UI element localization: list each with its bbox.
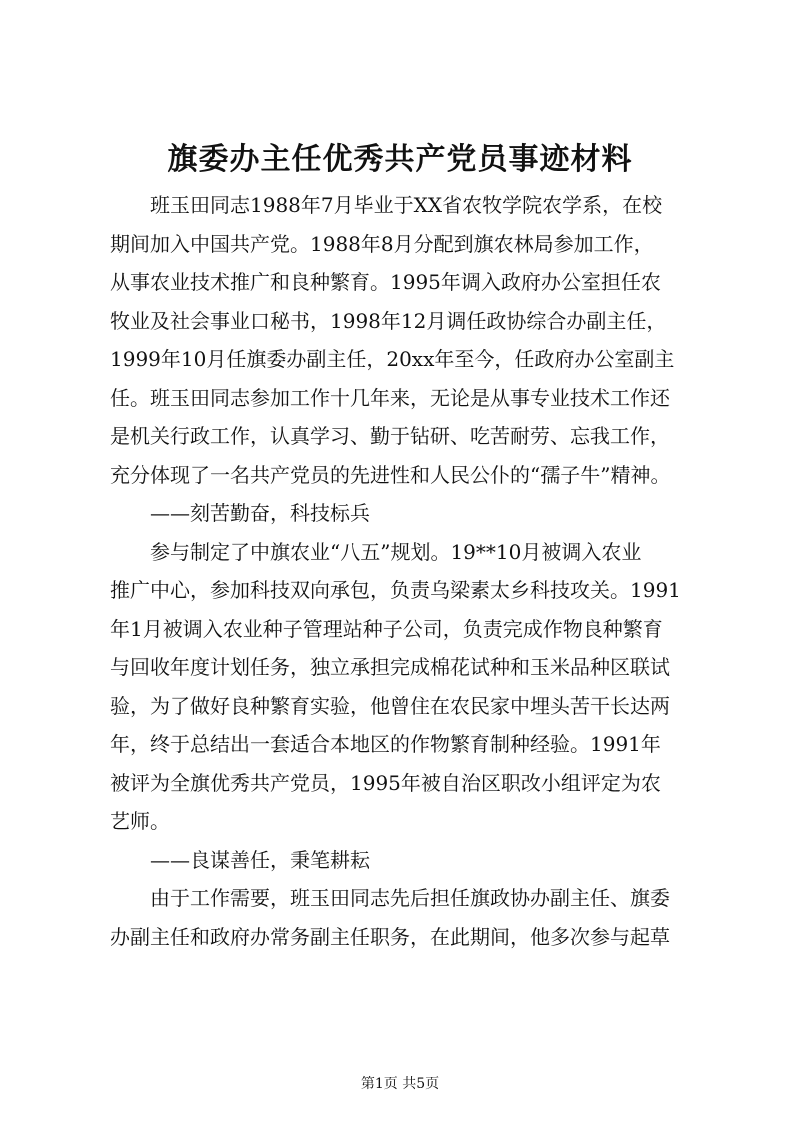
text-line: 与回收年度计划任务，独立承担完成棉花试种和玉米品种区联试 bbox=[110, 655, 670, 679]
text-line: 艺师。 bbox=[110, 809, 170, 833]
text-line: 从事农业技术推广和良种繁育。1995年调入政府办公室担任农 bbox=[110, 270, 661, 294]
text-line: 办副主任和政府办常务副主任职务，在此期间，他多次参与起草 bbox=[110, 924, 670, 949]
text-line: 被评为全旗优秀共产党员，1995年被自治区职改小组评定为农 bbox=[110, 770, 661, 795]
text-line: 验，为了做好良种繁育实验，他曾住在农民家中埋头苦干长达两 bbox=[110, 693, 670, 718]
text-line: 充分体现了一名共产党员的先进性和人民公仆的“孺子牛”精神。 bbox=[110, 462, 671, 487]
document-body bbox=[110, 186, 700, 956]
text-line: 参与制定了中旗农业“八五”规划。19**10月被调入农业 bbox=[150, 539, 642, 564]
page-footer: 第1页 共5页 bbox=[360, 1076, 440, 1092]
text-line: 年，终于总结出一套适合本地区的作物繁育制种经验。1991年 bbox=[110, 732, 661, 756]
text-line: 年1月被调入农业种子管理站种子公司，负责完成作物良种繁育 bbox=[110, 616, 663, 641]
text-line: 期间加入中国共产党。1988年8月分配到旗农林局参加工作， bbox=[110, 231, 654, 256]
text-line: 1999年10月任旗委办副主任，20xx年至今，任政府办公室副主 bbox=[110, 347, 675, 371]
section-heading: ——良谋善任，秉笔耕耘 bbox=[150, 847, 370, 872]
document-title: 旗委办主任优秀共产党员事迹材料 bbox=[167, 142, 633, 177]
text-line: 任。班玉田同志参加工作十几年来，无论是从事专业技术工作还 bbox=[110, 385, 670, 410]
section-heading: ——刻苦勤奋，科技标兵 bbox=[150, 501, 370, 525]
text-line: 班玉田同志1988年7月毕业于XX省农牧学院农学系，在校 bbox=[150, 193, 663, 217]
text-line: 牧业及社会事业口秘书，1998年12月调任政协综合办副主任， bbox=[110, 308, 667, 333]
text-line: 是机关行政工作，认真学习、勤于钻研、吃苦耐劳、忘我工作， bbox=[110, 424, 670, 448]
text-line: 推广中心，参加科技双向承包，负责乌梁素太乡科技攻关。1991 bbox=[110, 578, 681, 602]
text-line: 由于工作需要，班玉田同志先后担任旗政协办副主任、旗委 bbox=[150, 886, 670, 910]
